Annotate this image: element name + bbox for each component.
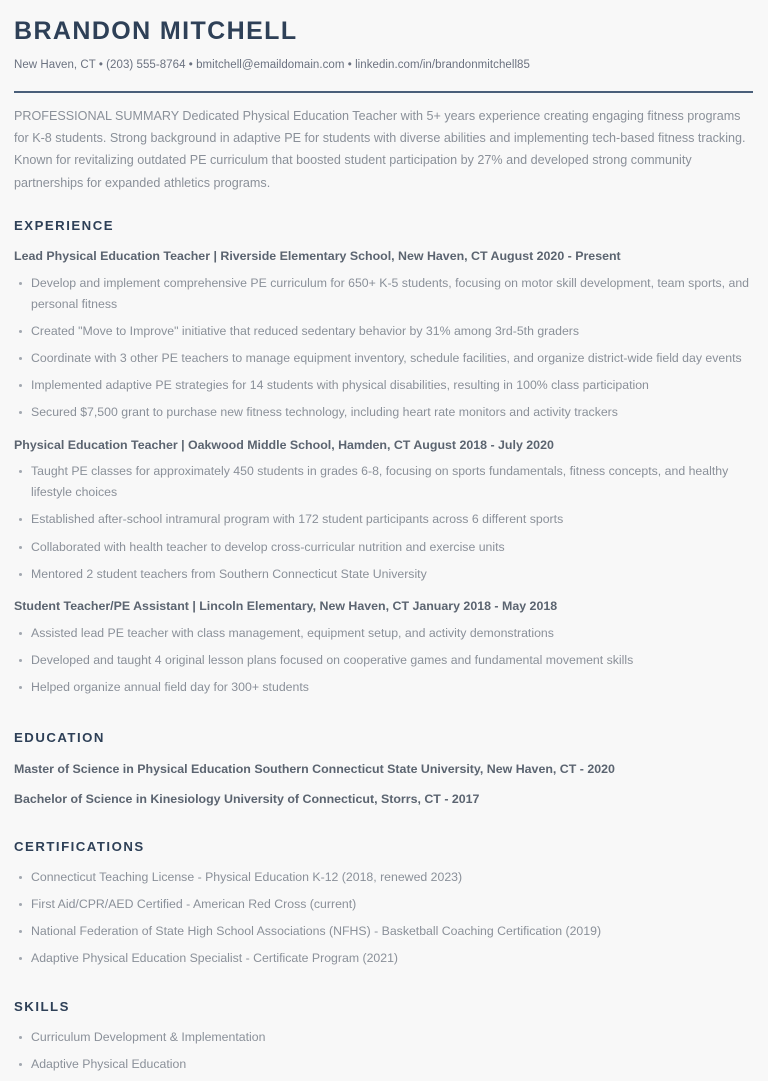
experience-entry-title: Student Teacher/PE Assistant | Lincoln Elementary, New Haven, CT January 2018 - May 2018 [14,598,558,613]
experience-entry [14,593,753,706]
list-item: Mentored 2 student teachers from Southern Connecticut State University [14,561,753,588]
list-item: Adaptive Physical Education Specialist - Certificate Program (2021) [14,945,753,972]
experience-entry [14,432,753,593]
section-heading-education: EDUCATION [14,729,105,745]
list-item: Developed and taught 4 original lesson plans focused on cooperative games and fundamental movement skills [14,647,753,674]
list-item: Assisted lead PE teacher with class management, equipment setup, and activity demonstrations [14,620,753,647]
list-item: Created "Move to Improve" initiative that reduced sedentary behavior by 31% among 3rd-5th graders [14,318,753,345]
list-item: Curriculum Development & Implementation [14,1024,753,1051]
list-item: Develop and implement comprehensive PE curriculum for 650+ K-5 students, focusing on motor skill development, team sports, and personal fitness [14,270,753,318]
experience-bullet-list [14,620,753,704]
candidate-name: BRANDON MITCHELL [14,17,298,45]
section-heading-certifications: CERTIFICATIONS [14,838,145,854]
education-entry: Bachelor of Science in Kinesiology University of Connecticut, Storrs, CT - 2017 [14,791,480,806]
list-item: Established after-school intramural program with 172 student participants across 6 different sports [14,506,753,533]
list-item: Helped organize annual field day for 300+ students [14,674,753,701]
list-item: National Federation of State High School Associations (NFHS) - Basketball Coaching Certification (2019) [14,918,753,945]
list-item: Implemented adaptive PE strategies for 14 students with physical disabilities, resulting in 100% class participation [14,372,753,399]
education-entry: Master of Science in Physical Education Southern Connecticut State University, New Haven, CT - 2020 [14,761,615,776]
contact-line: New Haven, CT • (203) 555-8764 • bmitchell@emaildomain.com • linkedin.com/in/brandonmitchell85 [14,58,530,71]
experience-entry [14,243,753,431]
list-item: Coordinate with 3 other PE teachers to manage equipment inventory, schedule facilities, and organize district-wide field day events [14,345,753,372]
list-item: First Aid/CPR/AED Certified - American Red Cross (current) [14,891,753,918]
skills-list [14,1024,753,1081]
certifications-list [14,864,753,976]
list-item: Collaborated with health teacher to develop cross-curricular nutrition and exercise units [14,534,753,561]
experience-bullet-list [14,270,753,430]
list-item: Connecticut Teaching License - Physical Education K-12 (2018, renewed 2023) [14,864,753,891]
list-item: Secured $7,500 grant to purchase new fitness technology, including heart rate monitors and activity trackers [14,399,753,426]
section-heading-skills: SKILLS [14,999,70,1015]
experience-bullet-list [14,458,753,591]
professional-summary: PROFESSIONAL SUMMARY Dedicated Physical Education Teacher with 5+ years experience creating engaging fitness programs for K-8 students. Strong background in adaptive PE for students with diverse abilities and implementing tech-based fitness tracking. Known for revitalizing outdated PE curriculum that boosted student participation by 27% and developed strong community partnerships for expanded athletics programs. [14,108,746,190]
experience-entry-title: Physical Education Teacher | Oakwood Middle School, Hamden, CT August 2018 - July 2020 [14,437,554,452]
section-heading-experience: EXPERIENCE [14,218,115,234]
list-item: Taught PE classes for approximately 450 students in grades 6-8, focusing on sports fundamentals, fitness concepts, and healthy lifestyle choices [14,458,753,506]
list-item: Adaptive Physical Education [14,1051,753,1078]
experience-entry-title: Lead Physical Education Teacher | Riverside Elementary School, New Haven, CT August 2020 - Present [14,249,621,264]
